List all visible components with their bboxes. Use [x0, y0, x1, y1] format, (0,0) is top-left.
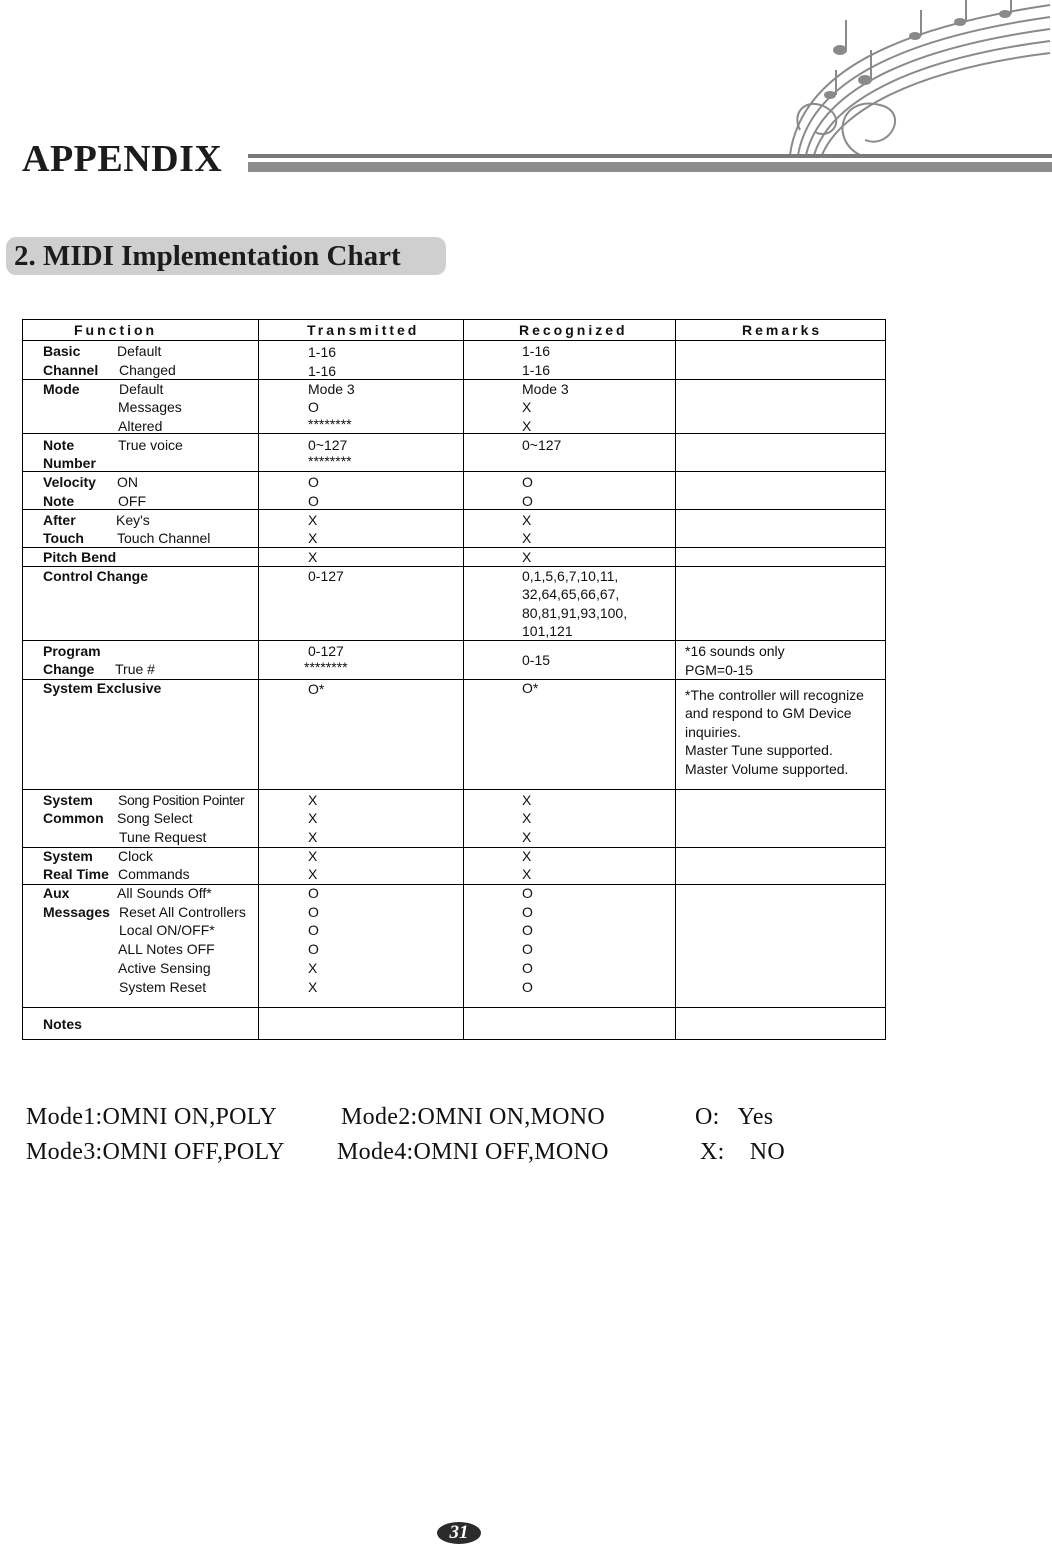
sub-function-label: Default	[117, 343, 162, 359]
row-divider	[22, 1007, 886, 1008]
transmitted-value: 0~127	[308, 437, 348, 453]
function-label: Channel	[43, 362, 99, 378]
function-label: Change	[43, 661, 95, 677]
sub-function-label: Commands	[118, 866, 190, 882]
function-label: System Exclusive	[43, 680, 162, 696]
remarks-text: Master Volume supported.	[685, 761, 849, 777]
function-label: After	[43, 512, 76, 528]
transmitted-value: 1-16	[308, 344, 337, 360]
sub-function-label: System Reset	[119, 979, 207, 995]
remarks-text: *The controller will recognize	[685, 687, 864, 703]
recognized-value: 1-16	[522, 343, 551, 359]
sub-function-label: OFF	[118, 493, 146, 509]
legend-mode3: Mode3:OMNI OFF,POLY	[26, 1139, 285, 1165]
recognized-value: O	[522, 960, 533, 976]
recognized-value: X	[522, 792, 532, 808]
transmitted-value: 0-127	[308, 568, 344, 584]
transmitted-value: X	[308, 792, 318, 808]
sub-function-label: ON	[117, 474, 138, 490]
title-rule-band	[248, 162, 1052, 172]
function-label: Messages	[43, 904, 110, 920]
function-label: Aux	[43, 885, 70, 901]
transmitted-value: O	[308, 399, 319, 415]
remarks-text: *16 sounds only	[685, 643, 785, 659]
transmitted-value: ********	[308, 453, 352, 469]
function-label: Common	[43, 810, 104, 826]
sub-function-label: Changed	[119, 362, 176, 378]
sub-function-label: True #	[115, 661, 155, 677]
recognized-value: O	[522, 493, 533, 509]
row-divider	[22, 566, 886, 567]
recognized-value: X	[522, 512, 532, 528]
remarks-text: inquiries.	[685, 724, 742, 740]
recognized-value: X	[522, 530, 532, 546]
sub-function-label: ALL Notes OFF	[118, 941, 215, 957]
sub-function-label: Song Position Pointer	[118, 792, 245, 808]
recognized-value: O	[522, 904, 533, 920]
transmitted-value: O	[308, 474, 319, 490]
transmitted-value: 0-127	[308, 643, 344, 659]
function-label: Pitch Bend	[43, 549, 117, 565]
recognized-value: O*	[522, 680, 539, 696]
sub-function-label: Altered	[118, 418, 163, 434]
sub-function-label: Active Sensing	[118, 960, 211, 976]
legend-mode2: Mode2:OMNI ON,MONO	[341, 1104, 606, 1130]
recognized-value: 0,1,5,6,7,10,11,	[522, 568, 619, 584]
recognized-value: X	[522, 810, 532, 826]
sub-function-label: Key's	[116, 512, 150, 528]
transmitted-value: ********	[304, 659, 348, 675]
sub-function-label: Clock	[118, 848, 154, 864]
transmitted-value: X	[308, 979, 318, 995]
sub-function-label: Messages	[118, 399, 182, 415]
function-label: Note	[43, 493, 75, 509]
recognized-value: 0~127	[522, 437, 562, 453]
function-label: Basic	[43, 343, 81, 359]
remarks-text: and respond to GM Device	[685, 705, 852, 721]
sub-function-label: True voice	[118, 437, 183, 453]
transmitted-value: O	[308, 941, 319, 957]
transmitted-value: O	[308, 904, 319, 920]
title-rule	[248, 154, 1052, 158]
function-label: System	[43, 848, 93, 864]
sub-function-label: All Sounds Off*	[117, 885, 212, 901]
transmitted-value: 1-16	[308, 363, 337, 379]
sub-function-label: Touch Channel	[117, 530, 211, 546]
header-transmitted: Transmitted	[307, 322, 420, 338]
page-title: APPENDIX	[22, 138, 223, 180]
recognized-value: 1-16	[522, 362, 551, 378]
page-number: 31	[449, 1522, 469, 1543]
sub-function-label: Song Select	[117, 810, 193, 826]
transmitted-value: X	[308, 829, 318, 845]
row-divider	[22, 471, 886, 472]
legend-no: X: NO	[700, 1139, 786, 1165]
transmitted-value: X	[308, 549, 318, 565]
transmitted-value: X	[308, 960, 318, 976]
transmitted-value: ********	[308, 416, 352, 432]
recognized-value: X	[522, 549, 532, 565]
legend-mode1: Mode1:OMNI ON,POLY	[26, 1104, 277, 1130]
function-label: Note	[43, 437, 75, 453]
legend-yes: O: Yes	[695, 1104, 774, 1130]
function-label: Real Time	[43, 866, 109, 882]
recognized-value: O	[522, 979, 533, 995]
header-remarks: Remarks	[742, 322, 823, 338]
function-label: System	[43, 792, 93, 808]
sub-function-label: Tune Request	[119, 829, 207, 845]
transmitted-value: Mode 3	[308, 381, 355, 397]
recognized-value: 101,121	[522, 623, 573, 639]
recognized-value: O	[522, 474, 533, 490]
music-notes-decoration-icon	[770, 0, 1052, 160]
transmitted-value: O*	[308, 681, 325, 697]
transmitted-value: X	[308, 866, 318, 882]
transmitted-value: X	[308, 810, 318, 826]
legend-mode4: Mode4:OMNI OFF,MONO	[337, 1139, 609, 1165]
transmitted-value: O	[308, 922, 319, 938]
transmitted-value: O	[308, 493, 319, 509]
function-label: Program	[43, 643, 101, 659]
transmitted-value: O	[308, 885, 319, 901]
sub-function-label: Default	[119, 381, 164, 397]
recognized-value: 32,64,65,66,67,	[522, 586, 620, 602]
recognized-value: 80,81,91,93,100,	[522, 605, 628, 621]
function-label: Velocity	[43, 474, 96, 490]
recognized-value: O	[522, 941, 533, 957]
recognized-value: O	[522, 922, 533, 938]
function-label: Number	[43, 455, 96, 471]
function-label: Touch	[43, 530, 84, 546]
transmitted-value: X	[308, 512, 318, 528]
recognized-value: X	[522, 399, 532, 415]
recognized-value: X	[522, 829, 532, 845]
sub-function-label: Reset All Controllers	[119, 904, 246, 920]
function-label: Control Change	[43, 568, 148, 584]
row-divider	[22, 789, 886, 790]
row-divider	[22, 640, 886, 641]
transmitted-value: X	[308, 530, 318, 546]
recognized-value: X	[522, 848, 532, 864]
recognized-value: Mode 3	[522, 381, 569, 397]
section-title: 2. MIDI Implementation Chart	[14, 240, 401, 272]
recognized-value: 0-15	[522, 652, 551, 668]
function-label: Notes	[43, 1016, 82, 1032]
transmitted-value: X	[308, 848, 318, 864]
recognized-value: O	[522, 885, 533, 901]
function-label: Mode	[43, 381, 80, 397]
header-function: Function	[74, 322, 158, 338]
row-divider	[22, 509, 886, 510]
recognized-value: X	[522, 866, 532, 882]
remarks-text: Master Tune supported.	[685, 742, 833, 758]
sub-function-label: Local ON/OFF*	[119, 922, 215, 938]
header-recognized: Recognized	[519, 322, 628, 338]
remarks-text: PGM=0-15	[685, 662, 754, 678]
recognized-value: X	[522, 418, 532, 434]
row-divider	[22, 340, 886, 341]
